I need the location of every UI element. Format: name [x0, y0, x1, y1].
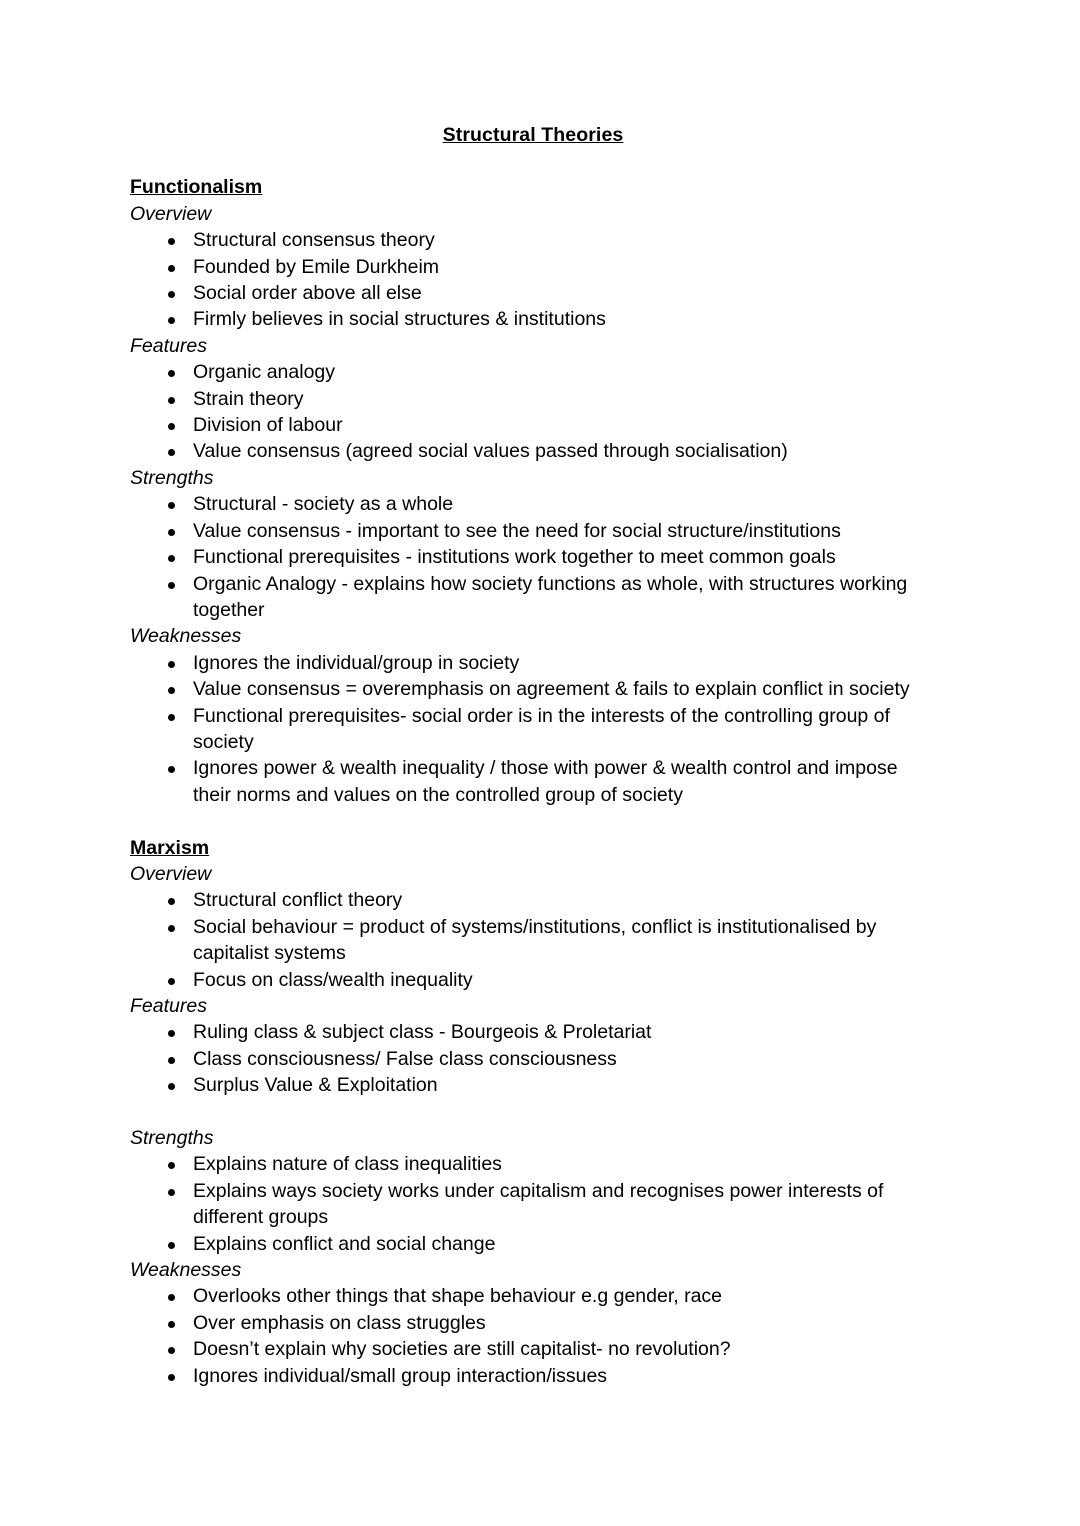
page-title: Structural Theories [442, 124, 624, 146]
list-item: Doesn’t explain why societies are still capitalist- no revolution? [130, 1336, 936, 1362]
bullet-list [130, 650, 936, 808]
subsection-label: Weaknesses [130, 1259, 242, 1282]
bullet-list [130, 1151, 936, 1257]
list-item: Class consciousness/ False class consciousness [130, 1046, 936, 1072]
list-item: Division of labour [130, 412, 936, 438]
bullet-list [130, 1019, 936, 1098]
list-item: Functional prerequisites - institutions work together to meet common goals [130, 544, 936, 570]
list-item: Functional prerequisites- social order is in the interests of the controlling group of society [130, 703, 936, 756]
list-item: Ignores the individual/group in society [130, 650, 936, 676]
list-item: Structural conflict theory [130, 887, 936, 913]
bullet-list [130, 359, 936, 465]
bullet-list [130, 227, 936, 333]
list-item: Ruling class & subject class - Bourgeois & Proletariat [130, 1019, 936, 1045]
sections-container [130, 174, 936, 1389]
list-item: Structural - society as a whole [130, 491, 936, 517]
list-item: Explains conflict and social change [130, 1231, 936, 1257]
list-item: Surplus Value & Exploitation [130, 1072, 936, 1098]
list-item: Structural consensus theory [130, 227, 936, 253]
section-heading: Marxism [130, 836, 210, 859]
document-body [130, 122, 936, 1389]
subsection-label: Weaknesses [130, 625, 242, 648]
section-spacer [130, 808, 936, 834]
bullet-list [130, 1283, 936, 1389]
list-item: Social behaviour = product of systems/institutions, conflict is institutionalised by capitalist systems [130, 914, 936, 967]
list-item: Founded by Emile Durkheim [130, 254, 936, 280]
document-section [130, 835, 936, 1390]
list-item: Organic analogy [130, 359, 936, 385]
list-item: Ignores power & wealth inequality / those with power & wealth control and impose their norms and values on the controlled group of society [130, 755, 936, 808]
list-item: Explains nature of class inequalities [130, 1151, 936, 1177]
subsection-label: Overview [130, 202, 212, 225]
subsection-label: Features [130, 334, 207, 357]
list-item: Overlooks other things that shape behaviour e.g gender, race [130, 1283, 936, 1309]
section-heading: Functionalism [130, 176, 263, 199]
block-spacer [130, 1099, 936, 1125]
list-item: Explains ways society works under capitalism and recognises power interests of different groups [130, 1178, 936, 1231]
list-item: Strain theory [130, 386, 936, 412]
list-item: Firmly believes in social structures & institutions [130, 306, 936, 332]
bullet-list [130, 887, 936, 993]
subsection-label: Overview [130, 862, 212, 885]
list-item: Value consensus = overemphasis on agreement & fails to explain conflict in society [130, 676, 936, 702]
list-item: Focus on class/wealth inequality [130, 967, 936, 993]
list-item: Social order above all else [130, 280, 936, 306]
list-item: Value consensus - important to see the need for social structure/institutions [130, 518, 936, 544]
list-item: Ignores individual/small group interaction/issues [130, 1363, 936, 1389]
document-section [130, 174, 936, 808]
subsection-label: Strengths [130, 466, 214, 489]
list-item: Value consensus (agreed social values passed through socialisation) [130, 438, 936, 464]
subsection-label: Strengths [130, 1127, 214, 1149]
list-item: Organic Analogy - explains how society functions as whole, with structures working together [130, 571, 936, 624]
subsection-label: Features [130, 994, 207, 1017]
list-item: Over emphasis on class struggles [130, 1310, 936, 1336]
bullet-list [130, 491, 936, 623]
